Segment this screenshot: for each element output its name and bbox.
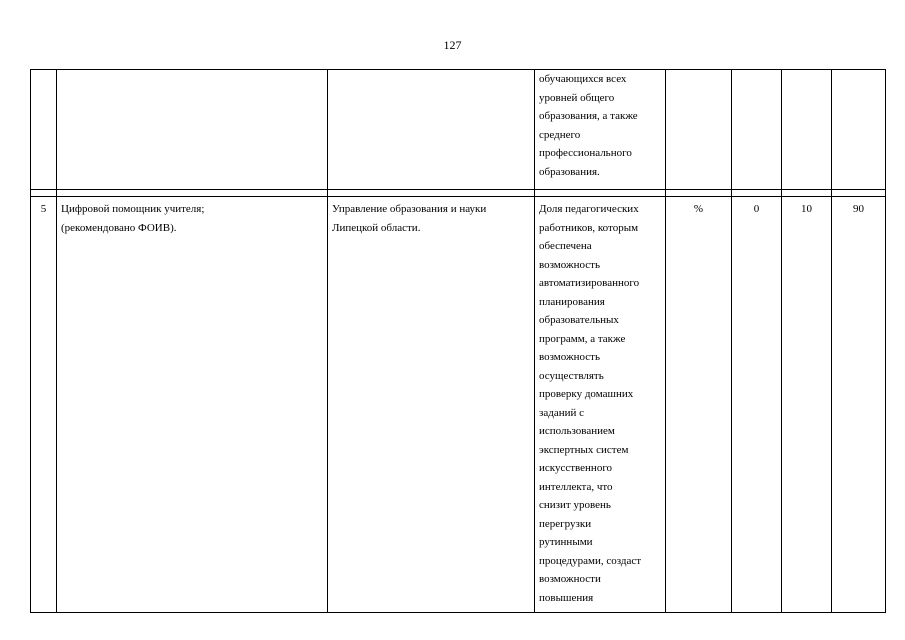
cell-value-2 (832, 70, 886, 190)
cell-name (57, 70, 328, 190)
separator-cell (31, 190, 57, 197)
cell-indicator (535, 70, 666, 190)
separator-cell (57, 190, 328, 197)
cell-value-1 (782, 70, 832, 190)
separator-cell (732, 190, 782, 197)
table-row-separator (31, 190, 886, 197)
table-row-continuation (31, 70, 886, 190)
indicator-text: Доля педагогических работников, которым обеспечена возможность автоматизированного планирования образовательных программ, а также возможность осуществлять проверку домашних заданий с использованием экспертных систем искусственного интеллекта, что снизит уровень перегрузки рутинными процедурами, создаст возможности повышения (539, 203, 642, 604)
cell-responsible (328, 70, 535, 190)
cell-number (31, 70, 57, 190)
separator-cell (328, 190, 535, 197)
cell-base: 0 (732, 197, 782, 613)
document-table (30, 69, 886, 613)
cell-value-1: 10 (782, 197, 832, 613)
separator-cell (832, 190, 886, 197)
cell-responsible: Управление образования и науки Липецкой области. (328, 197, 535, 613)
table-row (31, 197, 886, 613)
separator-cell (782, 190, 832, 197)
cell-value-2: 90 (832, 197, 886, 613)
indicator-text: обучающихся всех уровней общего образования, а также среднего профессионального образования. (539, 73, 638, 178)
cell-indicator (535, 197, 666, 613)
cell-base (732, 70, 782, 190)
cell-number: 5 (31, 197, 57, 613)
page-number: 127 (443, 38, 462, 52)
separator-cell (666, 190, 732, 197)
separator-cell (535, 190, 666, 197)
cell-unit (666, 70, 732, 190)
cell-unit: % (666, 197, 732, 613)
cell-name: Цифровой помощник учителя; (рекомендовано ФОИВ). (57, 197, 328, 613)
